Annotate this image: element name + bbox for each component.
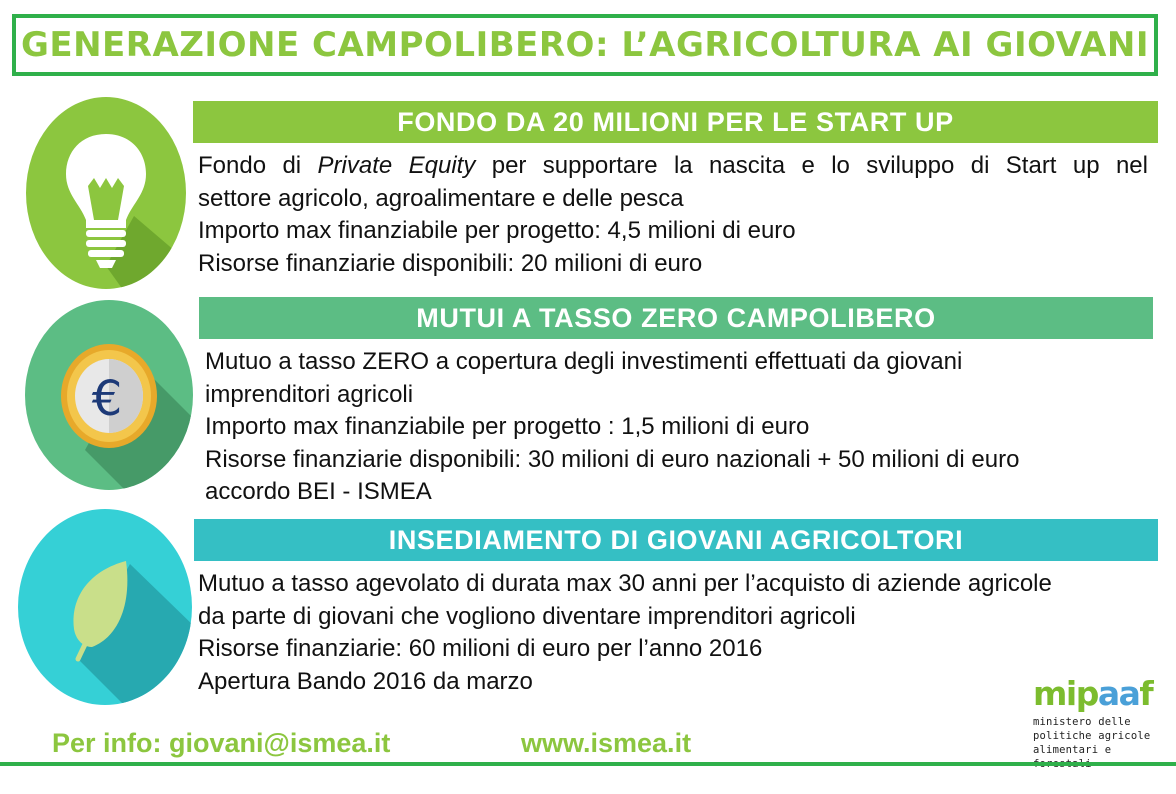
svg-text:€: € [91, 371, 123, 427]
section-body-young-farmers [198, 568, 1153, 698]
section-body-startup-fund [198, 150, 1148, 280]
body-line: Mutuo a tasso agevolato di durata max 30 anni per l’acquisto di aziende agricole [198, 570, 1052, 597]
euro-coin-icon [25, 300, 193, 490]
logo-mark: mipaaf [1033, 674, 1153, 713]
mipaaf-logo [1033, 674, 1163, 771]
body-line: Fondo di Private Equity per supportare la nascita e lo sviluppo di Start up nel [198, 152, 1148, 179]
body-line: imprenditori agricoli [205, 380, 414, 408]
section-body-zero-rate-loans [205, 346, 1140, 509]
lightbulb-icon [26, 96, 186, 292]
body-line: Mutuo a tasso ZERO a copertura degli investimenti effettuati da giovani [205, 348, 963, 375]
logo-caption: ministero delle politiche agricole alimentari e [1033, 716, 1151, 756]
info-email-link[interactable]: Per info: giovani@ismea.it [52, 728, 391, 758]
body-line: Risorse finanziarie: 60 milioni di euro per l’anno 2016 [198, 635, 763, 662]
bottom-divider [0, 762, 1176, 766]
body-line: Importo max finanziabile per progetto: 4,5 milioni di euro [198, 217, 796, 244]
website-link[interactable]: www.ismea.it [521, 728, 692, 758]
section-heading-young-farmers: INSEDIAMENTO DI GIOVANI AGRICOLTORI [194, 519, 1158, 561]
section-heading-zero-rate-loans: MUTUI A TASSO ZERO CAMPOLIBERO [199, 297, 1153, 339]
body-line: Importo max finanziabile per progetto : 1,5 milioni di euro [205, 413, 810, 440]
body-line: Risorse finanziarie disponibili: 30 milioni di euro nazionali + 50 milioni di euro [205, 445, 1020, 473]
body-line: da parte di giovani che vogliono diventare imprenditori agricoli [198, 602, 856, 630]
page-title: GENERAZIONE CAMPOLIBERO: L’AGRICOLTURA AI GIOVANI [20, 25, 1150, 65]
section-heading-startup-fund: FONDO DA 20 MILIONI PER LE START UP [193, 101, 1158, 143]
body-line: settore agricolo, agroalimentare e delle pesca [198, 184, 684, 212]
body-line: accordo BEI - ISMEA [205, 478, 432, 505]
body-line: Risorse finanziarie disponibili: 20 milioni di euro [198, 249, 703, 277]
body-line: Apertura Bando 2016 da marzo [198, 667, 533, 695]
leaf-icon [18, 509, 192, 705]
title-banner [12, 14, 1158, 76]
